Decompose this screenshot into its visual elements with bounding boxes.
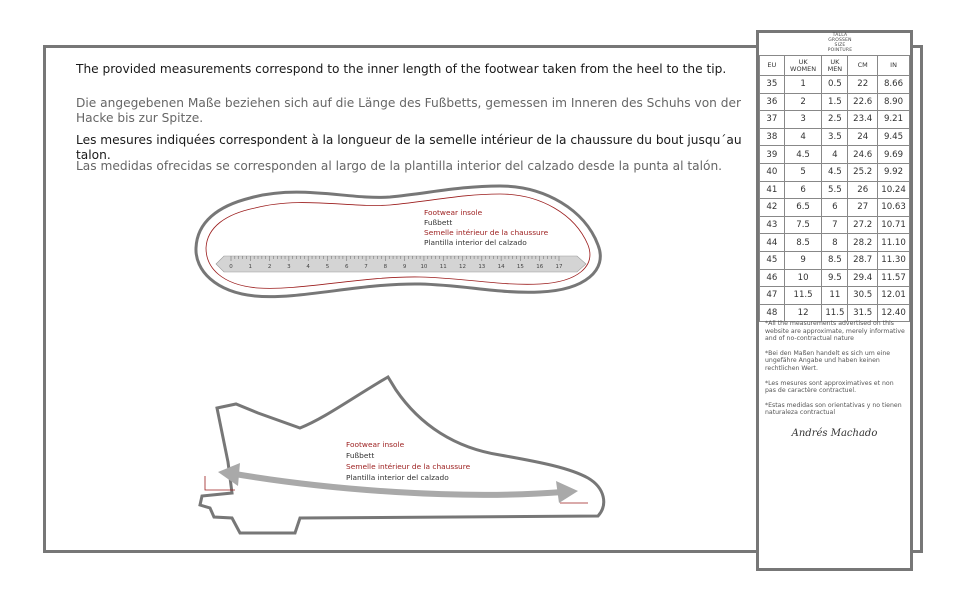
ruler-tick-label: 10 [420,264,428,270]
insole-outline [196,186,600,297]
table-cell: 35 [760,76,785,94]
shoe-illustration [200,377,604,533]
ruler-tick-label: 11 [439,264,447,270]
table-cell: 4 [784,128,822,146]
header-line: SIZE [834,43,846,48]
ruler-tick-label: 12 [459,264,467,270]
table-cell: 11 [822,287,848,305]
note-es: *Estas medidas son orientativas y no tienen naturaleza contractual [765,401,902,417]
insole-illustration [196,186,600,297]
table-cell: 46 [760,269,785,287]
table-cell: 29.4 [848,269,878,287]
disclaimer-notes [765,320,905,424]
table-row [760,216,910,234]
table-cell: 41 [760,181,785,199]
insole-label-en: Footwear insole [424,208,483,217]
header-line: GROSSEN [828,38,852,43]
ruler-tick-label: 13 [478,264,486,270]
ruler-tick-label: 3 [287,264,291,270]
table-cell: 25.2 [848,163,878,181]
table-cell: 27.2 [848,216,878,234]
table-cell: 5.5 [822,181,848,199]
table-cell: 12.40 [878,304,910,322]
table-row [760,234,910,252]
table-cell: 9.92 [878,163,910,181]
ruler-tick-label: 17 [555,264,563,270]
ruler-tick-label: 2 [267,264,272,270]
note-de: *Bei den Maßen handelt es sich um eine ungefähre Angabe und haben keinen rechtlichen Wert. [765,349,891,372]
note-en: *All the measurements advertised on this website are approximate, merely informative and of no-contractual nature [765,320,905,343]
table-cell: 11.10 [878,234,910,252]
size-table [759,55,910,322]
ruler-tick-label: 8 [383,264,388,270]
size-chart-header [820,33,860,53]
size-table-header-row [760,56,910,76]
table-row [760,269,910,287]
shoe-label-de: Fußbett [346,451,375,460]
table-row [760,111,910,129]
ruler-tick-label: 16 [536,264,544,270]
table-cell: 44 [760,234,785,252]
table-row [760,93,910,111]
table-cell: 4.5 [784,146,822,164]
ruler-tick-label: 14 [497,264,505,270]
table-cell: 24 [848,128,878,146]
ruler-tick-label: 5 [325,264,330,270]
table-cell: 12 [784,304,822,322]
header-line: TALLA [832,33,848,38]
table-cell: 2 [784,93,822,111]
table-cell: 22 [848,76,878,94]
col-cm: CM [848,56,878,76]
table-cell: 7.5 [784,216,822,234]
table-cell: 11.5 [822,304,848,322]
intro-german: Die angegebenen Maße beziehen sich auf die Länge des Fußbetts, gemessen im Inneren des Schuhs von der Hacke bis zur Spitze. [76,96,742,125]
table-cell: 47 [760,287,785,305]
table-cell: 48 [760,304,785,322]
table-cell: 23.4 [848,111,878,129]
table-row [760,163,910,181]
table-cell: 36 [760,93,785,111]
table-row [760,199,910,217]
arrow-head-right [556,481,578,503]
table-cell: 3 [784,111,822,129]
table-cell: 6.5 [784,199,822,217]
table-cell: 4.5 [822,163,848,181]
table-cell: 6 [822,199,848,217]
table-cell: 31.5 [848,304,878,322]
table-cell: 1 [784,76,822,94]
shoe-label-en: Footwear insole [346,440,405,449]
intro-spanish: Las medidas ofrecidas se corresponden al largo de la plantilla interior del calzado desde la punta al talón. [76,159,723,173]
table-cell: 1.5 [822,93,848,111]
table-cell: 8.5 [784,234,822,252]
header-line: POINTURE [827,48,853,53]
table-cell: 10 [784,269,822,287]
table-cell: 0.5 [822,76,848,94]
table-row [760,128,910,146]
insole-label-de: Fußbett [424,218,453,227]
table-cell: 4 [822,146,848,164]
table-cell: 3.5 [822,128,848,146]
ruler-tick-label: 6 [345,264,349,270]
table-cell: 12.01 [878,287,910,305]
ruler-tick-label: 15 [516,264,524,270]
table-cell: 10.63 [878,199,910,217]
table-cell: 9.45 [878,128,910,146]
note-fr: *Les mesures sont approximatives et non pas de caractère contractuel. [765,379,894,395]
table-cell: 37 [760,111,785,129]
ruler-tick-label: 4 [306,264,310,270]
table-cell: 9 [784,251,822,269]
table-cell: 11.57 [878,269,910,287]
table-cell: 40 [760,163,785,181]
shoe-outline [200,377,604,533]
shoe-label-fr: Semelle intérieur de la chaussure [346,462,471,471]
shoe-label-es: Plantilla interior del calzado [346,473,449,482]
insole-inner-line [206,194,590,288]
table-cell: 26 [848,181,878,199]
table-row [760,251,910,269]
ruler-tick-label: 7 [364,264,368,270]
intro-english: The provided measurements correspond to the inner length of the footwear taken from the heel to the tip. [76,62,727,76]
table-cell: 43 [760,216,785,234]
col-uk-men: UK MEN [822,56,848,76]
table-cell: 22.6 [848,93,878,111]
table-cell: 8.66 [878,76,910,94]
table-cell: 7 [822,216,848,234]
table-row [760,287,910,305]
size-table-body [760,76,910,322]
table-cell: 11.30 [878,251,910,269]
intro-french: Les mesures indiquées correspondent à la longueur de la semelle intérieur de la chaussure du bout jusqu´au talon. [76,133,742,162]
table-cell: 5 [784,163,822,181]
ruler-tick-label: 0 [229,264,233,270]
table-cell: 9.5 [822,269,848,287]
table-cell: 27 [848,199,878,217]
table-row [760,146,910,164]
table-row [760,76,910,94]
table-cell: 28.7 [848,251,878,269]
table-cell: 9.21 [878,111,910,129]
table-cell: 10.71 [878,216,910,234]
table-cell: 38 [760,128,785,146]
brand-signature: Andrés Machado [791,428,878,439]
col-eu: EU [760,56,785,76]
table-cell: 42 [760,199,785,217]
insole-label-es: Plantilla interior del calzado [424,238,527,247]
table-cell: 6 [784,181,822,199]
table-cell: 8.5 [822,251,848,269]
table-cell: 11.5 [784,287,822,305]
ruler-tick-label: 1 [248,264,253,270]
table-cell: 2.5 [822,111,848,129]
table-cell: 45 [760,251,785,269]
col-uk-women: UK WOMEN [784,56,822,76]
table-row [760,181,910,199]
ruler-tick-label: 9 [402,264,407,270]
table-cell: 24.6 [848,146,878,164]
table-cell: 8 [822,234,848,252]
col-in: IN [878,56,910,76]
insole-label-fr: Semelle intérieur de la chaussure [424,228,549,237]
table-cell: 39 [760,146,785,164]
table-cell: 10.24 [878,181,910,199]
table-cell: 28.2 [848,234,878,252]
table-cell: 8.90 [878,93,910,111]
table-cell: 30.5 [848,287,878,305]
table-cell: 9.69 [878,146,910,164]
